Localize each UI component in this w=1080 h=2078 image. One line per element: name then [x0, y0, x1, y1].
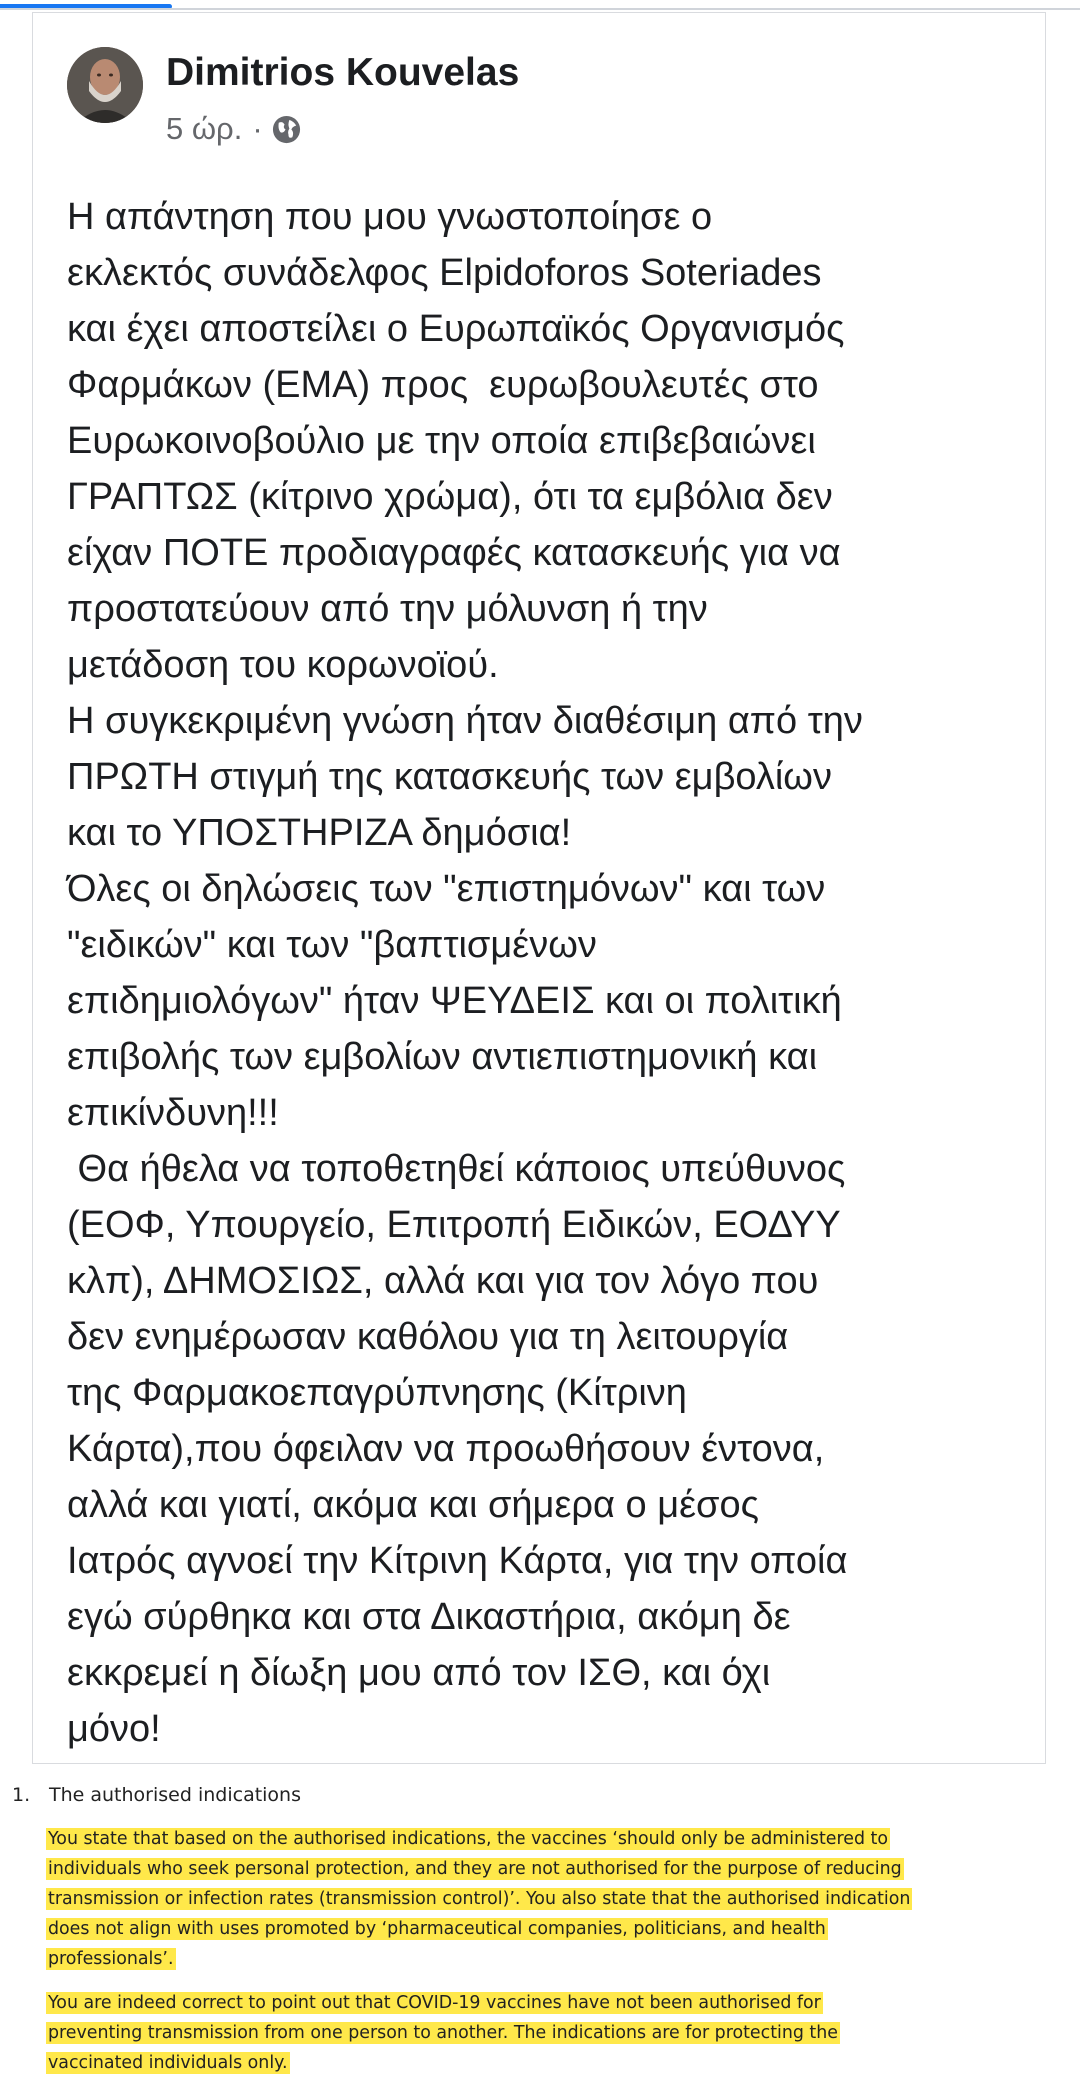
- post-text-line: Ιατρός αγνοεί την Κίτρινη Κάρτα, για την οποία: [67, 1540, 848, 1582]
- post-text-line: εκκρεμεί η δίωξη μου από τον ΙΣΘ, και όχι: [67, 1652, 771, 1694]
- attached-document-image[interactable]: [0, 1764, 1080, 2073]
- avatar-portrait-icon: [67, 47, 143, 123]
- post-text-line: "ειδικών" και των "βαπτισμένων: [67, 924, 597, 966]
- heading-text: The authorised indications: [49, 1784, 302, 1806]
- post-text-line: επικίνδυνη!!!: [67, 1092, 279, 1134]
- post-text-line: της Φαρμακοεπαγρύπνησης (Κίτρινη: [67, 1372, 687, 1414]
- post-text-line: είχαν ΠΟΤΕ προδιαγραφές κατασκευής για να: [67, 532, 841, 574]
- highlighted-line: You are indeed correct to point out that COVID-19 vaccines have not been authorised for: [48, 1993, 821, 2013]
- post-text-line: Όλες οι δηλώσεις των "επιστημόνων" και των: [67, 868, 826, 910]
- post-text-line: αλλά και γιατί, ακόμα και σήμερα ο μέσος: [67, 1484, 759, 1526]
- globe-icon[interactable]: [271, 114, 302, 145]
- post-text-line: Θα ήθελα να τοποθετηθεί κάποιος υπεύθυνος: [67, 1148, 846, 1190]
- post-text-line: ΓΡΑΠΤΩΣ (κίτρινο χρώμα), ότι τα εμβόλια δεν: [67, 476, 833, 518]
- post-text-line: προστατεύουν από την μόλυνση ή την: [67, 588, 708, 630]
- post-author-name[interactable]: Dimitrios Kouvelas: [166, 51, 520, 94]
- post-text-line: επιδημιολόγων" ήταν ΨΕΥΔΕΙΣ και οι πολιτική: [67, 980, 842, 1022]
- post-meta: [166, 111, 302, 147]
- post-text-line: (ΕΟΦ, Υπουργείο, Επιτροπή Ειδικών, ΕΟΔΥΥ: [67, 1204, 841, 1246]
- highlighted-paragraph-1: [46, 1824, 1076, 1974]
- post-text-line: και έχει αποστείλει ο Ευρωπαϊκός Οργανισμός: [67, 308, 845, 350]
- post-body-text: [67, 189, 1043, 1757]
- post-text-line: ΠΡΩΤΗ στιγμή της κατασκευής των εμβολίων: [67, 756, 832, 798]
- highlighted-line: professionals’.: [48, 1949, 174, 1969]
- post-text-line: δεν ενημέρωσαν καθόλου για τη λειτουργία: [67, 1316, 789, 1358]
- highlighted-paragraph-2: [46, 1988, 1076, 2078]
- post-text-line: επιβολής των εμβολίων αντιεπιστημονική και: [67, 1036, 818, 1078]
- document-section-heading: [12, 1784, 301, 1806]
- facebook-post-card: [32, 12, 1046, 1764]
- highlighted-line: vaccinated individuals only.: [48, 2053, 288, 2073]
- post-text-line: Φαρμάκων (ΕΜΑ) προς ευρωβουλευτές στο: [67, 364, 819, 406]
- top-divider: [0, 8, 1080, 10]
- post-text-line: μόνο!: [67, 1708, 161, 1750]
- post-text-line: εκλεκτός συνάδελφος Elpidoforos Soteriades: [67, 252, 822, 294]
- avatar[interactable]: [67, 47, 143, 123]
- post-timestamp[interactable]: 5 ώρ.: [166, 111, 243, 146]
- meta-separator: ·: [252, 111, 263, 146]
- post-text-line: Η συγκεκριμένη γνώση ήταν διαθέσιμη από την: [67, 700, 863, 742]
- highlighted-line: transmission or infection rates (transmission control)’. You also state that the authorised indication: [48, 1889, 911, 1909]
- post-text-line: Η απάντηση που μου γνωστοποίησε ο: [67, 196, 713, 238]
- highlighted-line: preventing transmission from one person to another. The indications are for protecting the: [48, 2023, 838, 2043]
- highlighted-line: does not align with uses promoted by ‘pharmaceutical companies, politicians, and health: [48, 1919, 826, 1939]
- heading-number: 1.: [12, 1784, 31, 1806]
- post-text-line: Ευρωκοινοβούλιο με την οποία επιβεβαιώνει: [67, 420, 816, 462]
- post-text-line: μετάδοση του κορωνοϊού.: [67, 644, 499, 686]
- highlighted-line: You state that based on the authorised indications, the vaccines ‘should only be administered to: [48, 1829, 888, 1849]
- post-text-line: εγώ σύρθηκα και στα Δικαστήρια, ακόμη δε: [67, 1596, 791, 1638]
- post-text-line: κλπ), ΔΗΜΟΣΙΩΣ, αλλά και για τον λόγο που: [67, 1260, 819, 1302]
- post-text-line: και το ΥΠΟΣΤΗΡΙΖΑ δημόσια!: [67, 812, 572, 854]
- post-text-line: Κάρτα),που όφειλαν να προωθήσουν έντονα,: [67, 1428, 825, 1470]
- highlighted-line: individuals who seek personal protection, and they are not authorised for the purpose of reducing: [48, 1859, 902, 1879]
